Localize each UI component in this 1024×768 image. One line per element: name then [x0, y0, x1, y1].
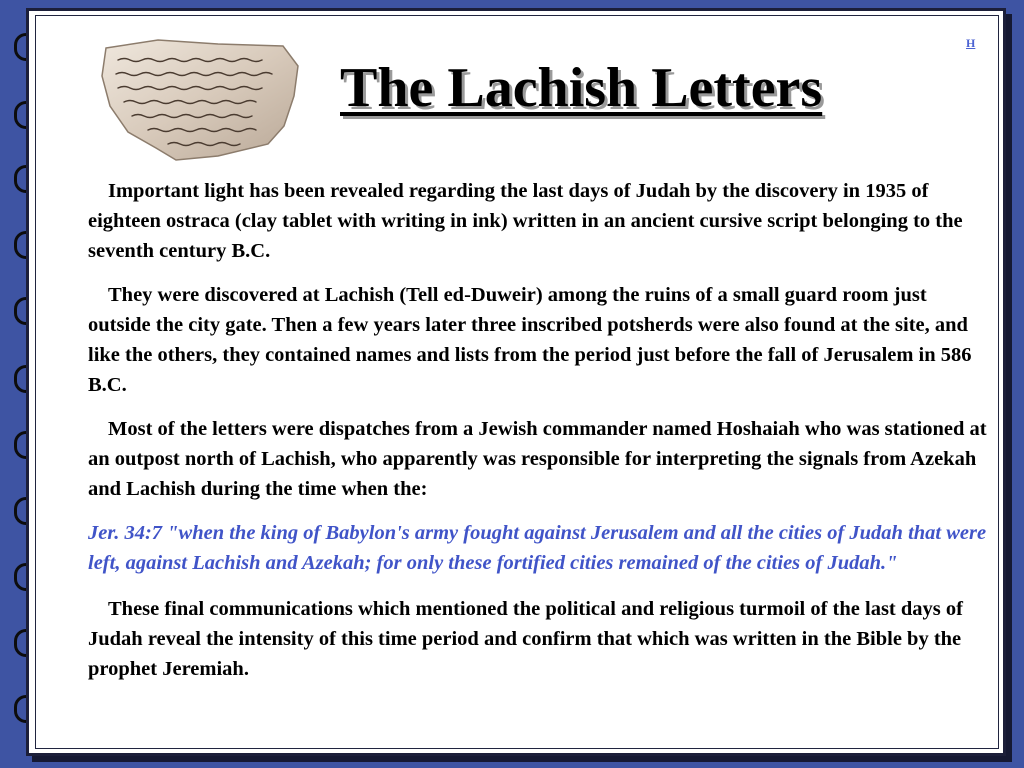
page-title: The Lachish Letters: [340, 57, 823, 119]
scripture-quote: Jer. 34:7 "when the king of Babylon's army fought against Jerusalem and all the cities of Judah that were left, against Lachish and Azekah; for only these fortified cities remained of the cities of Judah.": [88, 522, 987, 574]
main-content: [88, 176, 992, 698]
paragraph-location: They were discovered at Lachish (Tell ed-Duweir) among the ruins of a small guard room just outside the city gate. Then a few years later three inscribed potsherds were also found at the site, and like the others, they contained names and lists from the period just before the fall of Jerusalem in 586 B.C.: [88, 284, 972, 396]
home-link[interactable]: H: [966, 36, 976, 50]
paragraph-closing: These final communications which mentioned the political and religious turmoil of the last days of Judah reveal the intensity of this time period and confirm that which was written in the Bible by the prophet Jeremiah.: [88, 598, 963, 680]
paragraph-dispatches: Most of the letters were dispatches from a Jewish commander named Hoshaiah who was stationed at an outpost north of Lachish, who apparently was responsible for interpreting the signals from Azekah and Lachish during the time when the:: [88, 418, 987, 500]
paragraph-discovery: Important light has been revealed regarding the last days of Judah by the discovery in 1935 of eighteen ostraca (clay tablet with writing in ink) written in an ancient cursive script belonging to the seventh century B.C.: [88, 180, 963, 262]
ostracon-icon: [98, 36, 308, 164]
